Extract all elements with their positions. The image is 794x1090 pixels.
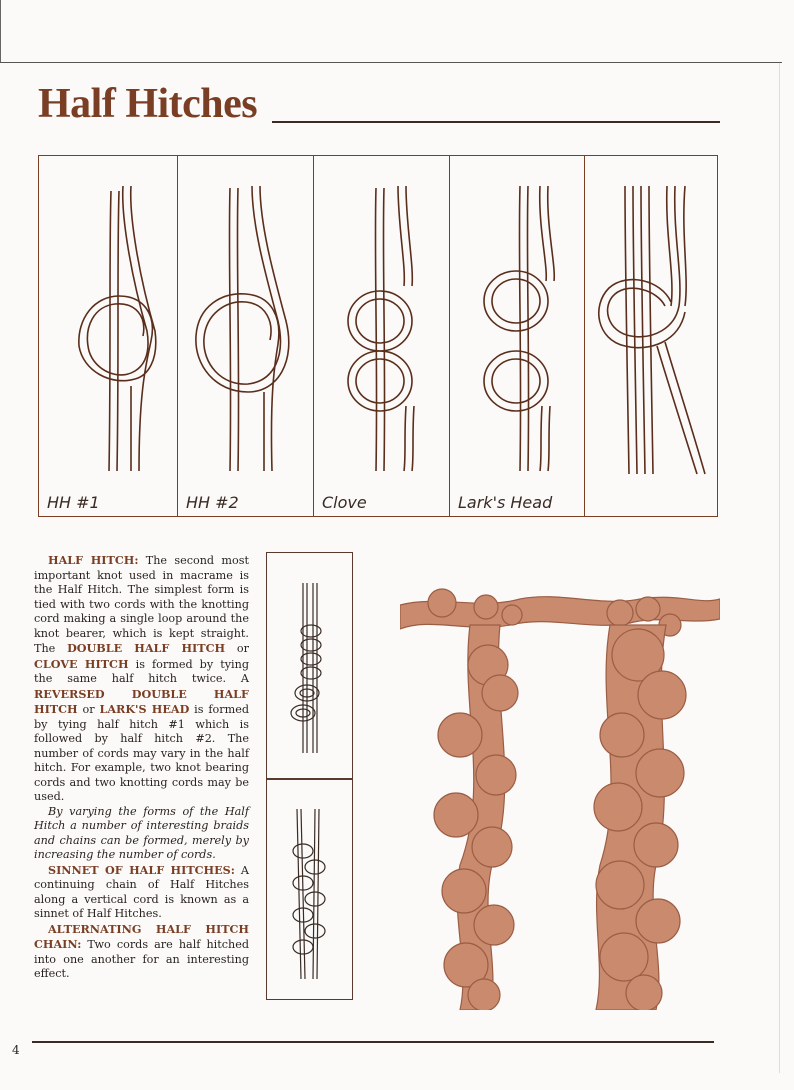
knot-label: HH #1 xyxy=(47,493,100,512)
term: LARK'S HEAD xyxy=(99,702,190,716)
text-run: By varying the forms of the Half Hitch a number of interesting braids and chains can be formed, merely by increasing the number of cords. xyxy=(34,804,249,861)
knot-label: Lark's Head xyxy=(458,493,553,512)
half-hitch-2-knot-icon xyxy=(178,156,314,486)
term: HALF HITCH: xyxy=(48,553,139,567)
knot-label: Clove xyxy=(322,493,367,512)
title-underline xyxy=(272,121,720,123)
page-edge-left xyxy=(0,0,1,63)
term: ALTERNATING HALF HITCH CHAIN: xyxy=(34,921,249,951)
knot-diagram-panel xyxy=(38,155,718,517)
knot-cell-larks-head xyxy=(449,156,585,516)
alternating-chain-icon xyxy=(267,779,351,999)
text-run: or xyxy=(225,642,249,655)
paragraph-half-hitch xyxy=(34,553,249,805)
text-run: A continuing chain of Half Hitches along a vertical cord is known as a sinnet of Half Hitches. xyxy=(34,863,250,920)
body-text-column xyxy=(34,553,249,982)
term: DOUBLE HALF HITCH xyxy=(67,641,226,655)
text-run: or xyxy=(77,703,100,716)
page-title: Half Hitches xyxy=(38,81,258,127)
knot-cell-hh1 xyxy=(39,156,177,516)
knot-label: HH #2 xyxy=(186,493,239,512)
term: SINNET OF HALF HITCHES: xyxy=(48,862,235,877)
half-hitch-1-knot-icon xyxy=(39,156,177,486)
term: CLOVE HITCH xyxy=(34,656,129,671)
knot-cell-clove xyxy=(313,156,450,516)
page-number: 4 xyxy=(12,1043,20,1057)
text-run: is formed by tying the same half hitch twice. A xyxy=(34,657,249,685)
page-edge-right xyxy=(779,63,780,1073)
chain-diagram-panel xyxy=(266,552,353,1000)
footer-rule xyxy=(32,1041,714,1043)
text-run: is formed by tying half hitch #1 which is followed by half hitch #2. The number of cords may vary in the half hitch. For example, two knot bearing cords and two knotting cords may be used. xyxy=(34,703,250,803)
sinnet-chain-icon xyxy=(267,553,351,775)
paragraph-sinnet xyxy=(34,863,249,922)
knot-cell-hh2 xyxy=(177,156,314,516)
page-edge-top xyxy=(0,62,782,63)
macrame-rope-photo xyxy=(400,585,720,1010)
half-hitch-variation-knot-icon xyxy=(585,156,720,486)
text-run: The second most important knot used in macrame is the Half Hitch. The simplest form is tied with two cords with the knotting cord making a single loop around the knot bearer, which is kept straight. The xyxy=(34,554,249,655)
paragraph-alternating xyxy=(34,922,249,982)
knot-cell-variation xyxy=(584,156,720,516)
text-run: Two cords are half hitched into one another for an interesting effect. xyxy=(34,938,249,980)
term: REVERSED DOUBLE HALF HITCH xyxy=(34,686,249,716)
larks-head-knot-icon xyxy=(450,156,585,486)
clove-hitch-knot-icon xyxy=(314,156,450,486)
paragraph-variations xyxy=(34,805,249,863)
